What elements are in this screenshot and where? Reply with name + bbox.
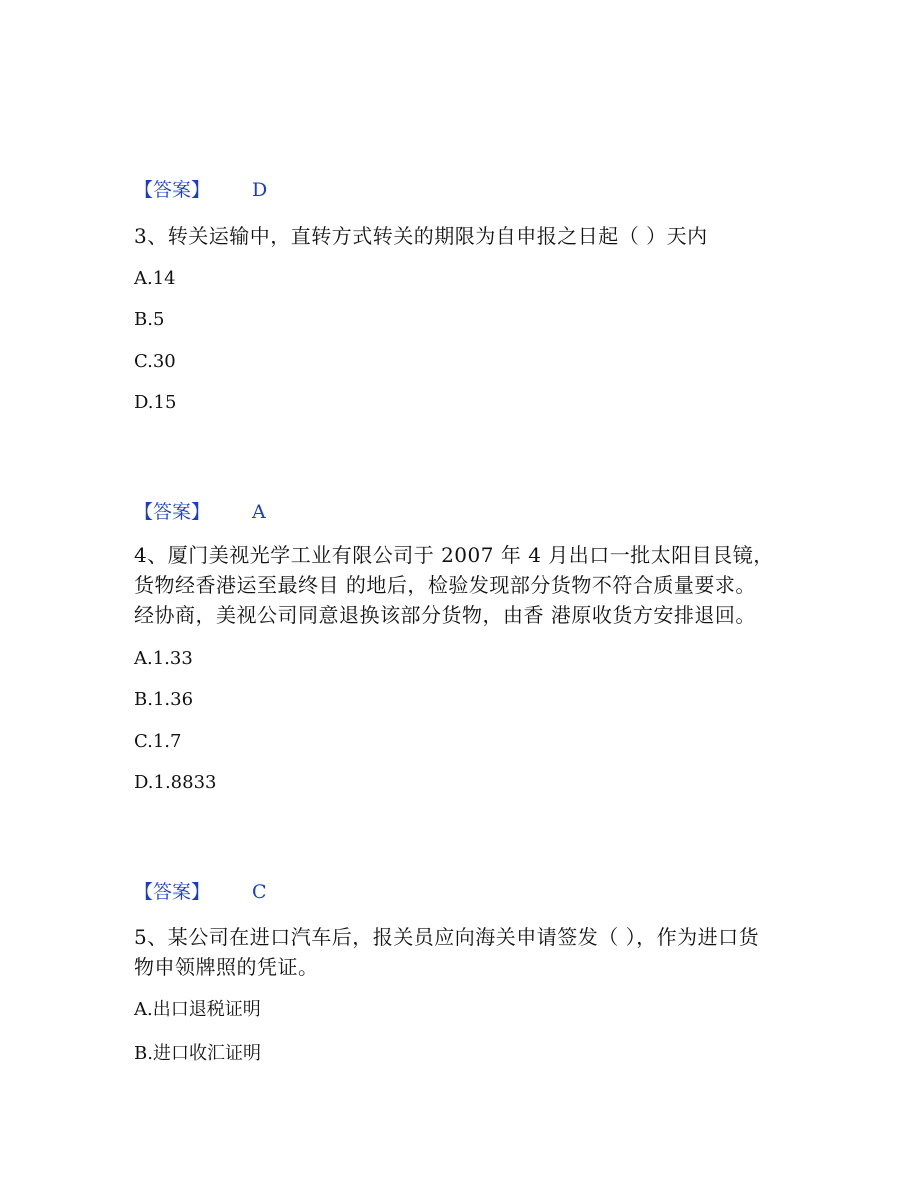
option-d: D.1.8833 xyxy=(134,772,217,793)
option-a: A.14 xyxy=(134,268,176,289)
question-stem-line: 货物经香港运至最终目 的地后，检验发现部分货物不符合质量要求。 xyxy=(134,573,756,597)
option-a: A.出口退税证明 xyxy=(134,999,261,1020)
answer-label: 【答案】 xyxy=(134,881,211,903)
question-stem-line: 物申领牌照的凭证。 xyxy=(134,955,319,979)
option-b: B.进口收汇证明 xyxy=(134,1043,261,1064)
answer-label: 【答案】 xyxy=(134,179,211,201)
question-stem-line: 4、厦门美视光学工业有限公司于 2007 年 4 月出口一批太阳目艮镜， xyxy=(134,543,774,567)
question-stem: 3、转关运输中，直转方式转关的期限为自申报之日起（ ）天内 xyxy=(134,224,708,248)
answer-row xyxy=(134,880,267,904)
option-b: B.5 xyxy=(134,309,165,330)
answer-row xyxy=(134,178,268,202)
option-a: A.1.33 xyxy=(134,648,193,669)
answer-value: A xyxy=(252,501,266,523)
option-c: C.1.7 xyxy=(134,731,182,752)
question-stem-line: 经协商，美视公司同意退换该部分货物，由香 港原收货方安排退回。 xyxy=(134,603,756,627)
answer-label: 【答案】 xyxy=(134,501,211,523)
question-stem-line: 5、某公司在进口汽车后，报关员应向海关申请签发（ ），作为进口货 xyxy=(134,925,760,949)
option-b: B.1.36 xyxy=(134,689,194,710)
answer-value: D xyxy=(252,179,268,201)
answer-row xyxy=(134,500,266,524)
option-d: D.15 xyxy=(134,392,177,413)
option-c: C.30 xyxy=(134,351,176,372)
answer-value: C xyxy=(252,881,267,903)
